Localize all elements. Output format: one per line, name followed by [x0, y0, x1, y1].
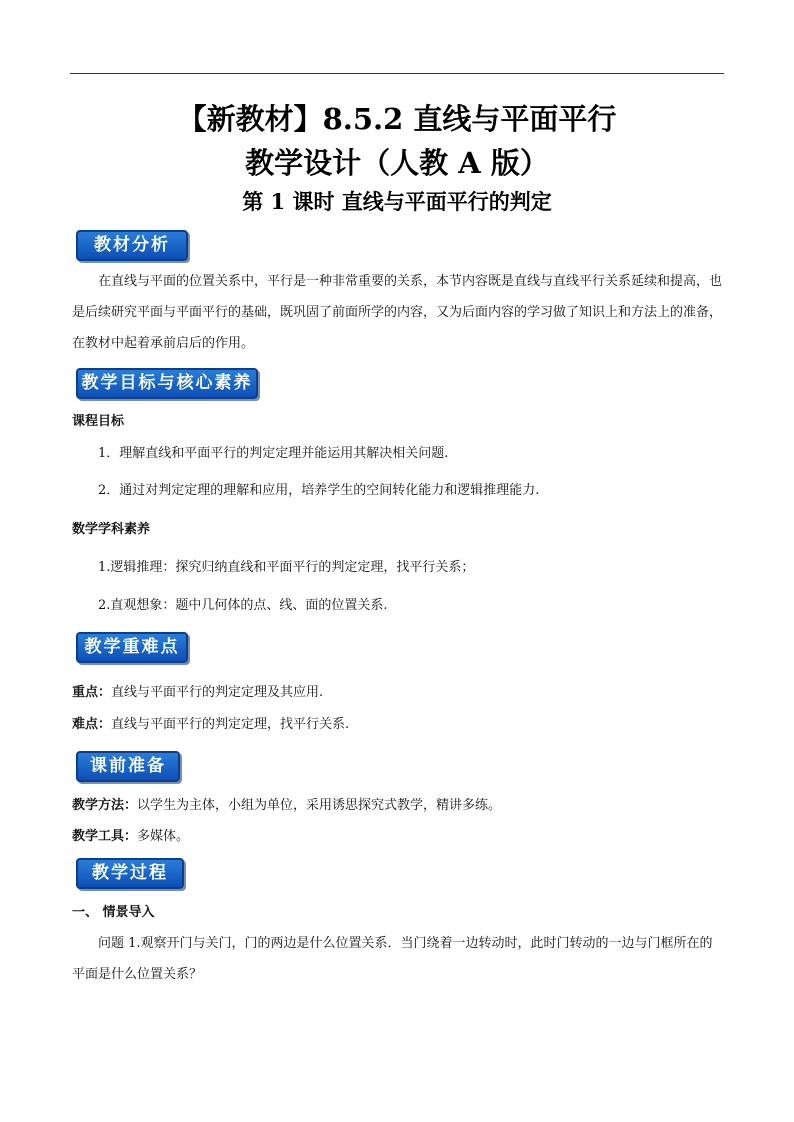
intro-heading: 一、 情景导入: [72, 905, 155, 920]
teaching-method-text: 以学生为主体，小组为单位，采用诱思探究式教学，精讲多练。: [137, 798, 502, 813]
teaching-tool-label: 教学工具：: [72, 829, 138, 844]
course-goals-heading: 课程目标: [72, 414, 125, 429]
page-title: 【新教材】8.5.2 直线与平面平行: [177, 102, 617, 136]
teaching-tool-text: 多媒体。: [137, 829, 190, 844]
course-goal-item: 1．理解直线和平面平行的判定定理并能运用其解决相关问题.: [98, 446, 449, 461]
key-point-text: 直线与平面平行的判定定理及其应用.: [111, 685, 324, 700]
section-badge-goals: 教学目标与核心素养: [76, 368, 258, 399]
difficult-point-label: 难点：: [72, 717, 112, 732]
section-badge-preparation: 课前准备: [76, 751, 180, 782]
literacy-heading: 数学学科素养: [72, 522, 151, 537]
section-badge-key-points: 教学重难点: [76, 632, 188, 663]
teaching-method-line: [72, 794, 501, 813]
literacy-item: 2.直观想象：题中几何体的点、线、面的位置关系.: [98, 598, 388, 613]
section-badge-analysis: 教材分析: [76, 230, 188, 261]
analysis-paragraph: 在直线与平面的位置关系中，平行是一种非常重要的关系，本节内容既是直线与直线平行关系延续和提高，也是后续研究平面与平面平行的基础，既巩固了前面所学的内容，又为后面内容的学习做了知识上和方法上的准备，在教材中起着承前启后的作用。: [72, 274, 723, 351]
page-subtitle: 第 1 课时 直线与平面平行的判定: [242, 189, 552, 214]
page-title-line2: 教学设计（人教 A 版）: [245, 146, 549, 180]
section-badge-process: 教学过程: [76, 858, 184, 889]
difficult-point-line: [72, 713, 349, 732]
header-rule: [70, 73, 724, 74]
teaching-tool-line: [72, 825, 189, 844]
difficult-point-text: 直线与平面平行的判定定理，找平行关系.: [111, 717, 350, 732]
literacy-item: 1.逻辑推理：探究归纳直线和平面平行的判定定理，找平行关系；: [98, 560, 475, 575]
course-goal-item: 2．通过对判定定理的理解和应用，培养学生的空间转化能力和逻辑推理能力.: [98, 483, 540, 498]
key-point-label: 重点：: [72, 685, 112, 700]
question-paragraph: 问题 1.观察开门与关门，门的两边是什么位置关系．当门绕着一边转动时，此时门转动的一边与门框所在的平面是什么位置关系？: [72, 936, 713, 982]
key-point-line: [72, 681, 323, 700]
teaching-method-label: 教学方法：: [72, 798, 138, 813]
